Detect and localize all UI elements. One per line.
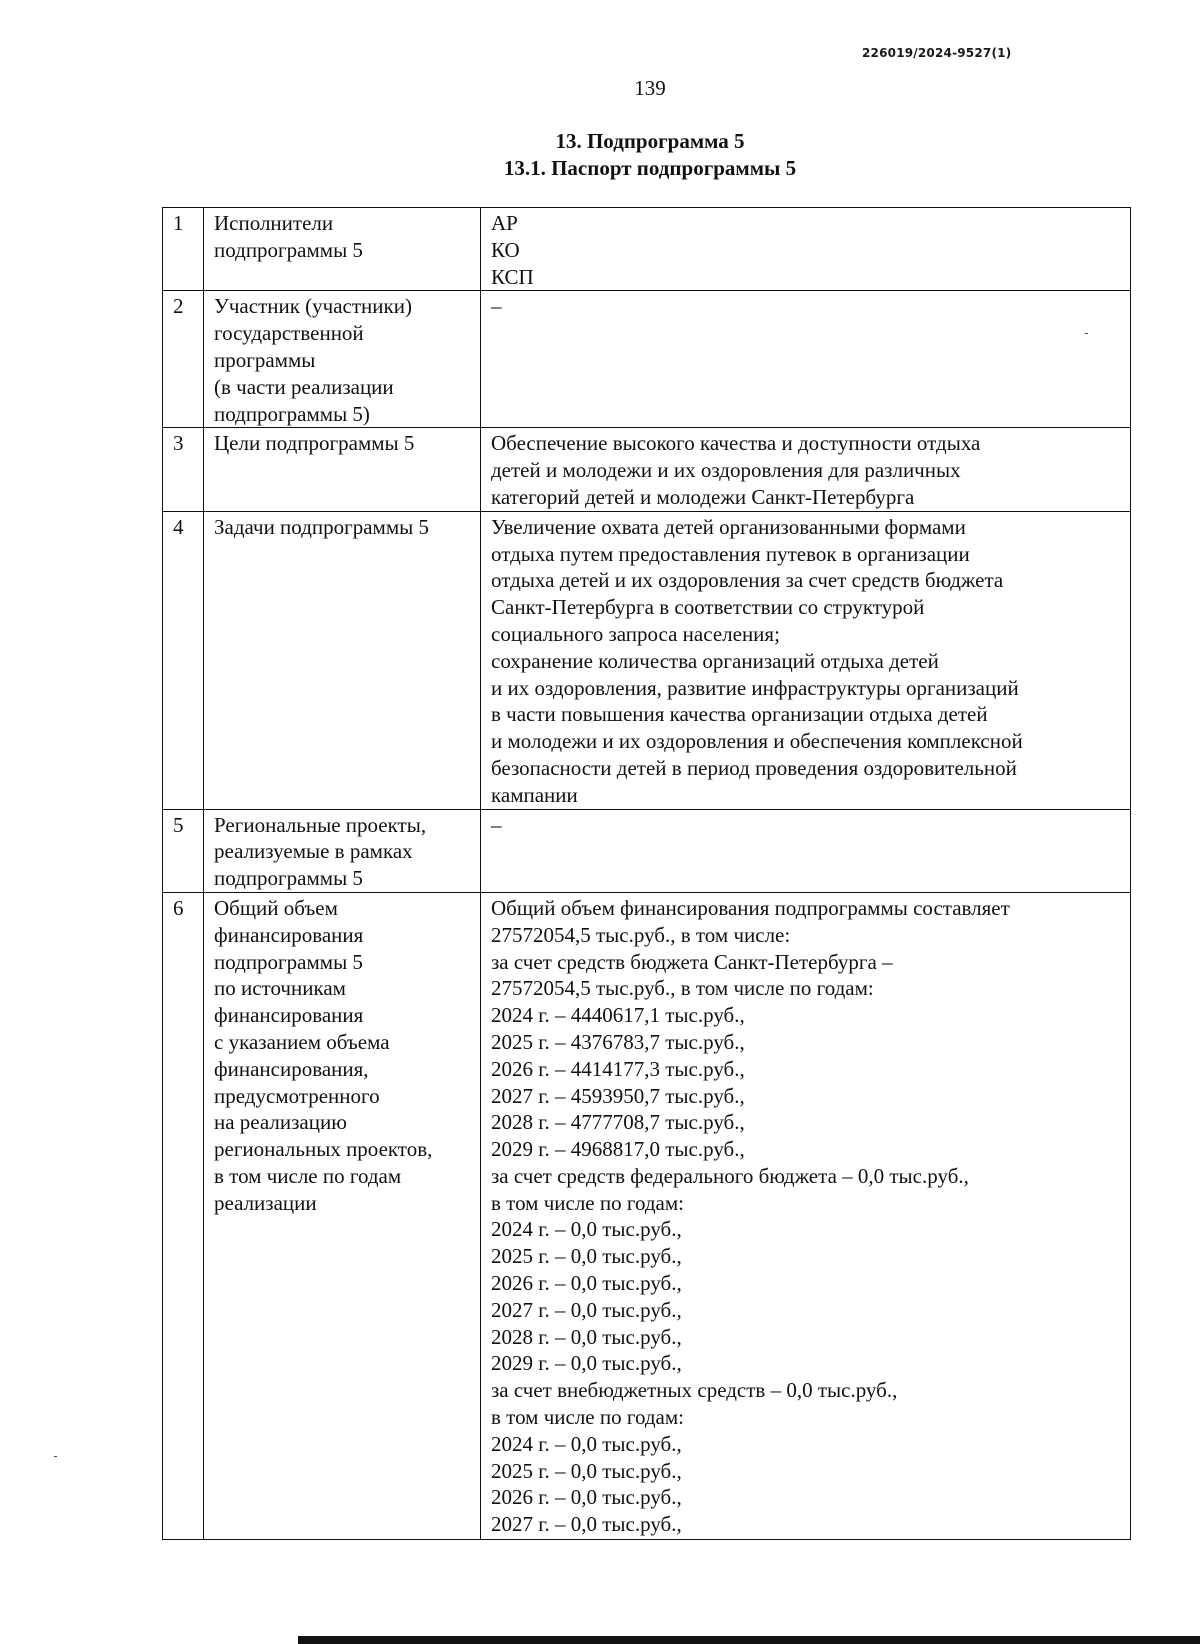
- row-label-line: (в части реализации: [214, 374, 394, 399]
- row-value-line: за счет средств федерального бюджета – 0,0 тыс.руб.,: [491, 1163, 969, 1188]
- row-value-line: 2026 г. – 4414177,3 тыс.руб.,: [491, 1056, 745, 1081]
- row-value-line: детей и молодежи и их оздоровления для различных: [491, 458, 961, 483]
- table-row: [163, 291, 1131, 428]
- row-label-cell: [204, 291, 481, 428]
- row-value-line: 2026 г. – 0,0 тыс.руб.,: [491, 1485, 682, 1510]
- row-label-line: предусмотренного: [214, 1083, 380, 1108]
- row-label-line: подпрограммы 5: [214, 949, 363, 974]
- row-label-line: Цели подпрограммы 5: [214, 431, 415, 456]
- row-label-cell: [204, 892, 481, 1539]
- table-row: [163, 428, 1131, 511]
- page-number: 139: [634, 76, 666, 100]
- row-label-line: с указанием объема: [214, 1029, 390, 1054]
- scan-speck: [54, 1456, 57, 1457]
- scan-edge-shadow: [298, 1636, 1200, 1644]
- row-label-line: Общий объем: [214, 895, 338, 920]
- row-number-cell: 5: [163, 809, 204, 892]
- row-label-line: государственной: [214, 321, 364, 346]
- row-value-line: 2025 г. – 4376783,7 тыс.руб.,: [491, 1029, 745, 1054]
- row-value-cell: [481, 208, 1131, 291]
- subsection-heading: 13.1. Паспорт подпрограммы 5: [503, 156, 797, 180]
- row-number-cell: 1: [163, 208, 204, 291]
- row-value-line: за счет средств бюджета Санкт-Петербурга –: [491, 949, 893, 974]
- row-value-cell: [481, 511, 1131, 809]
- row-label-line: подпрограммы 5: [214, 237, 363, 262]
- row-value-line: Увеличение охвата детей организованными формами: [491, 514, 966, 539]
- row-value-line: 2028 г. – 0,0 тыс.руб.,: [491, 1324, 682, 1349]
- row-value-line: –: [491, 294, 502, 319]
- row-value-line: в том числе по годам:: [491, 1190, 684, 1215]
- row-value-line: 2024 г. – 4440617,1 тыс.руб.,: [491, 1003, 745, 1028]
- row-value-line: 27572054,5 тыс.руб., в том числе по годам:: [491, 976, 874, 1001]
- passport-table-body: [163, 208, 1131, 1540]
- row-value-line: 27572054,5 тыс.руб., в том числе:: [491, 922, 791, 947]
- row-value-line: в том числе по годам:: [491, 1405, 684, 1430]
- table-row: [163, 892, 1131, 1539]
- row-label-line: Региональные проекты,: [214, 812, 427, 837]
- row-value-line: 2025 г. – 0,0 тыс.руб.,: [491, 1458, 682, 1483]
- row-value-line: категорий детей и молодежи Санкт-Петербурга: [491, 484, 915, 509]
- row-label-line: программы: [214, 347, 316, 372]
- row-value-cell: [481, 809, 1131, 892]
- row-value-line: 2029 г. – 4968817,0 тыс.руб.,: [491, 1137, 745, 1162]
- row-label-line: финансирования: [214, 922, 364, 947]
- row-label-cell: [204, 809, 481, 892]
- row-value-line: и их оздоровления, развитие инфраструктуры организаций: [491, 675, 1019, 700]
- table-row: [163, 208, 1131, 291]
- row-label-line: Задачи подпрограммы 5: [214, 514, 429, 539]
- row-label-line: реализации: [214, 1190, 317, 1215]
- row-value-line: Санкт-Петербурга в соответствии со структурой: [491, 595, 925, 620]
- row-value-line: 2029 г. – 0,0 тыс.руб.,: [491, 1351, 682, 1376]
- row-value-line: 2027 г. – 4593950,7 тыс.руб.,: [491, 1083, 745, 1108]
- row-value-line: социального запроса населения;: [491, 621, 780, 646]
- row-value-line: безопасности детей в период проведения оздоровительной: [491, 755, 1017, 780]
- row-number-cell: 3: [163, 428, 204, 511]
- scan-speck: [1085, 333, 1088, 334]
- row-label-line: финансирования,: [214, 1056, 369, 1081]
- row-value-line: 2027 г. – 0,0 тыс.руб.,: [491, 1512, 682, 1537]
- row-value-line: КО: [491, 237, 520, 262]
- row-label-line: региональных проектов,: [214, 1137, 433, 1162]
- table-row: [163, 511, 1131, 809]
- row-value-line: 2027 г. – 0,0 тыс.руб.,: [491, 1297, 682, 1322]
- row-label-line: Исполнители: [214, 211, 334, 235]
- table-row: [163, 809, 1131, 892]
- row-value-cell: [481, 291, 1131, 428]
- row-value-line: и молодежи и их оздоровления и обеспечения комплексной: [491, 729, 1023, 754]
- row-label-line: подпрограммы 5): [214, 401, 370, 426]
- row-value-line: кампании: [491, 782, 578, 807]
- row-label-line: Участник (участники): [214, 294, 412, 319]
- row-value-line: за счет внебюджетных средств – 0,0 тыс.руб.,: [491, 1378, 898, 1403]
- row-label-cell: [204, 208, 481, 291]
- row-value-line: 2024 г. – 0,0 тыс.руб.,: [491, 1217, 682, 1242]
- document-registration-number: 226019/2024-9527(1): [862, 46, 1012, 60]
- subprogram-passport-table: [162, 207, 1131, 1540]
- row-label-line: в том числе по годам: [214, 1163, 402, 1188]
- row-value-line: 2025 г. – 0,0 тыс.руб.,: [491, 1244, 682, 1269]
- row-value-line: КСП: [491, 264, 534, 289]
- row-label-cell: [204, 511, 481, 809]
- row-label-line: финансирования: [214, 1003, 364, 1028]
- row-value-line: АР: [491, 211, 518, 235]
- row-value-line: Обеспечение высокого качества и доступности отдыха: [491, 431, 981, 456]
- row-label-line: реализуемые в рамках: [214, 839, 413, 864]
- row-value-line: –: [491, 812, 502, 837]
- row-value-line: сохранение количества организаций отдыха детей: [491, 648, 939, 673]
- row-number-cell: 4: [163, 511, 204, 809]
- row-value-line: отдыха детей и их оздоровления за счет средств бюджета: [491, 568, 1004, 593]
- row-number-cell: 6: [163, 892, 204, 1539]
- row-number-cell: 2: [163, 291, 204, 428]
- row-value-line: Общий объем финансирования подпрограммы составляет: [491, 895, 1010, 920]
- row-label-line: по источникам: [214, 976, 346, 1001]
- row-value-line: 2026 г. – 0,0 тыс.руб.,: [491, 1271, 682, 1296]
- row-label-cell: [204, 428, 481, 511]
- row-value-line: 2028 г. – 4777708,7 тыс.руб.,: [491, 1110, 745, 1135]
- row-value-cell: [481, 428, 1131, 511]
- row-value-cell: [481, 892, 1131, 1539]
- row-value-line: 2024 г. – 0,0 тыс.руб.,: [491, 1431, 682, 1456]
- row-label-line: подпрограммы 5: [214, 866, 363, 891]
- row-value-line: отдыха путем предоставления путевок в организации: [491, 541, 970, 566]
- row-value-line: в части повышения качества организации отдыха детей: [491, 702, 988, 727]
- section-heading: 13. Подпрограмма 5: [555, 129, 745, 153]
- row-label-line: на реализацию: [214, 1110, 347, 1135]
